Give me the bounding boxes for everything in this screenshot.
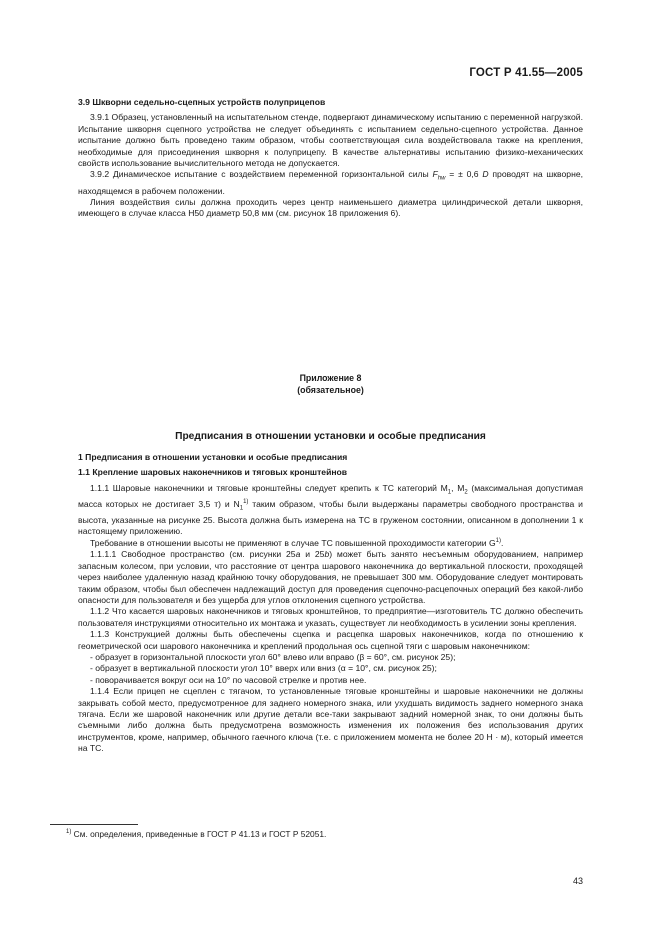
section-heading: 3.9 Шкворни седельно-сцепных устройств полуприцепов bbox=[78, 97, 326, 107]
force-symbol: F bbox=[432, 169, 438, 180]
figure-letter: b bbox=[324, 549, 330, 560]
section-3-9 bbox=[78, 97, 583, 220]
paragraph: 1.1.3 Конструкцией должны быть обеспечены сцепка и расцепка шаровых наконечников, когда по отношению к геометрической оси шарового наконечника и креплений продольная ось сцепной тяги с шаровым наконечником: bbox=[78, 629, 583, 651]
text-run: проводят на шкворне, находящемся в рабочем положении. bbox=[78, 169, 583, 196]
text-run: ) может быть занято несъемным оборудованием, например запасным колесом, при условии, что расстояние от центра шарового наконечника до вертикальной плоскости, проходящей через наиболее удаленную назад крайнюю точку оборудования, не превышает 300 мм. Оборудование следует монтировать таким образом, чтобы был обеспечен надлежащий доступ для проведения сцепочно-расцепочных операций без какой-либо опасности для пользователя и без ущерба для углов отклонения сцепного устройства. bbox=[78, 549, 584, 605]
annex-status: (обязательное) bbox=[297, 384, 364, 395]
text-run: таким образом, чтобы были выдержаны параметры свободного пространства и высота, указанные на рисунке 25. Высота должна быть измерена на ТС в груженом состоянии, описанном в дополнении 1 к настоящему приложению. bbox=[78, 498, 583, 537]
text-run: = ± 0,6 bbox=[445, 169, 483, 180]
paragraph: 3.9.1 Образец, установленный на испытательном стенде, подвергают динамическому испытанию с переменной нагрузкой. Испытание шкворня сцепного устройства не следует объединять с испытанием седельно-сцепного устройства. Данное испытание должно быть проведено таким образом, чтобы соответствующая сила воздействовала также на крепления, необходимые для присоединения шкворня к полуприцепу. В качестве альтернативы испытанию физико-механических свойств использование вычислительного метода не допускается. bbox=[78, 112, 583, 169]
section-heading: 1 Предписания в отношении установки и особые предписания bbox=[78, 452, 348, 462]
annex-title: Предписания в отношении установки и особые предписания bbox=[175, 431, 486, 442]
list-item: - образует в вертикальной плоскости угол 10° вверх или вниз (α = 10°, см. рисунок 25); bbox=[90, 663, 437, 674]
text-run: и 25 bbox=[300, 549, 325, 560]
paragraph: 1.1.4 Если прицеп не сцеплен с тягачом, то установленные тяговые кронштейны и шаровые наконечники не должны закрывать собой место, предусмотренное для заднего номерного знака, или ухудшать видимость заднего номерного знака тягача. Если же шаровой наконечник или другие детали все-таки закрывают задний номерной знак, то они должны быть съемными либо должна быть предусмотрена возможность изменения их положения без использования других инструментов, кроме, например, обычного гаечного ключа (т.е. с приложением момента не более 20 Н · м), который имеется на ТС. bbox=[78, 686, 583, 754]
text-run: Требование в отношении высоты не применяют в случае ТС повышенной проходимости категории G bbox=[90, 537, 496, 548]
subscript: 2 bbox=[464, 489, 468, 496]
footnote-text: См. определения, приведенные в ГОСТ Р 41.13 и ГОСТ Р 52051. bbox=[71, 829, 327, 839]
text-run: (максимальная допустимая масса которых не достигает 3,5 т) и N bbox=[78, 482, 583, 509]
subsection-heading: 1.1 Крепление шаровых наконечников и тяговых кронштейнов bbox=[78, 467, 348, 478]
figure-letter: a bbox=[295, 549, 301, 560]
footnote-mark: 1) bbox=[66, 829, 72, 836]
paragraph bbox=[78, 538, 583, 549]
standard-header: ГОСТ Р 41.55—2005 bbox=[469, 67, 583, 79]
paragraph: Линия воздействия силы должна проходить через центр наименьшего диаметра цилиндрической детали шкворня, имеющего в случае класса H50 диаметр 50,8 мм (см. рисунок 18 приложения 6). bbox=[78, 196, 583, 219]
footnote-ref: 1) bbox=[243, 499, 249, 506]
text-run: , M bbox=[451, 482, 465, 493]
list-item: - поворачивается вокруг оси на 10° по часовой стрелке и против нее. bbox=[90, 674, 367, 685]
list-item: - образует в горизонтальной плоскости угол 60° влево или вправо (β = 60°, см. рисунок 25); bbox=[90, 651, 456, 662]
section-1 bbox=[78, 452, 583, 755]
subscript: 1 bbox=[239, 505, 244, 512]
paragraph bbox=[78, 169, 583, 197]
text-run: . bbox=[501, 537, 504, 548]
paragraph: 1.1.2 Что касается шаровых наконечников и тяговых кронштейнов, то предприятие—изготовитель ТС должно обеспечить пользователя инструкциями относительно их монтажа и указать, существует ли необходимость в усилении зоны крепления. bbox=[78, 606, 583, 628]
footnote-ref: 1) bbox=[495, 538, 501, 545]
subscript: 1 bbox=[447, 489, 452, 496]
text-run: 1.1.1.1 Свободное пространство (см. рисунки 25 bbox=[90, 549, 296, 560]
paragraph bbox=[78, 549, 583, 606]
footnote-divider bbox=[50, 824, 138, 825]
annex-name: Приложение 8 bbox=[299, 373, 362, 383]
d-symbol: D bbox=[482, 169, 489, 180]
paragraph bbox=[78, 483, 583, 538]
page-number: 43 bbox=[572, 876, 583, 886]
text-run: 1.1.1 Шаровые наконечники и тяговые кронштейны следует крепить к ТС категорий M bbox=[90, 482, 448, 493]
annex-label bbox=[78, 373, 583, 396]
footnote bbox=[66, 829, 326, 839]
force-subscript: hw bbox=[437, 176, 446, 183]
text-run: 3.9.2 Динамическое испытание с воздействием переменной горизонтальной силы bbox=[90, 169, 433, 180]
